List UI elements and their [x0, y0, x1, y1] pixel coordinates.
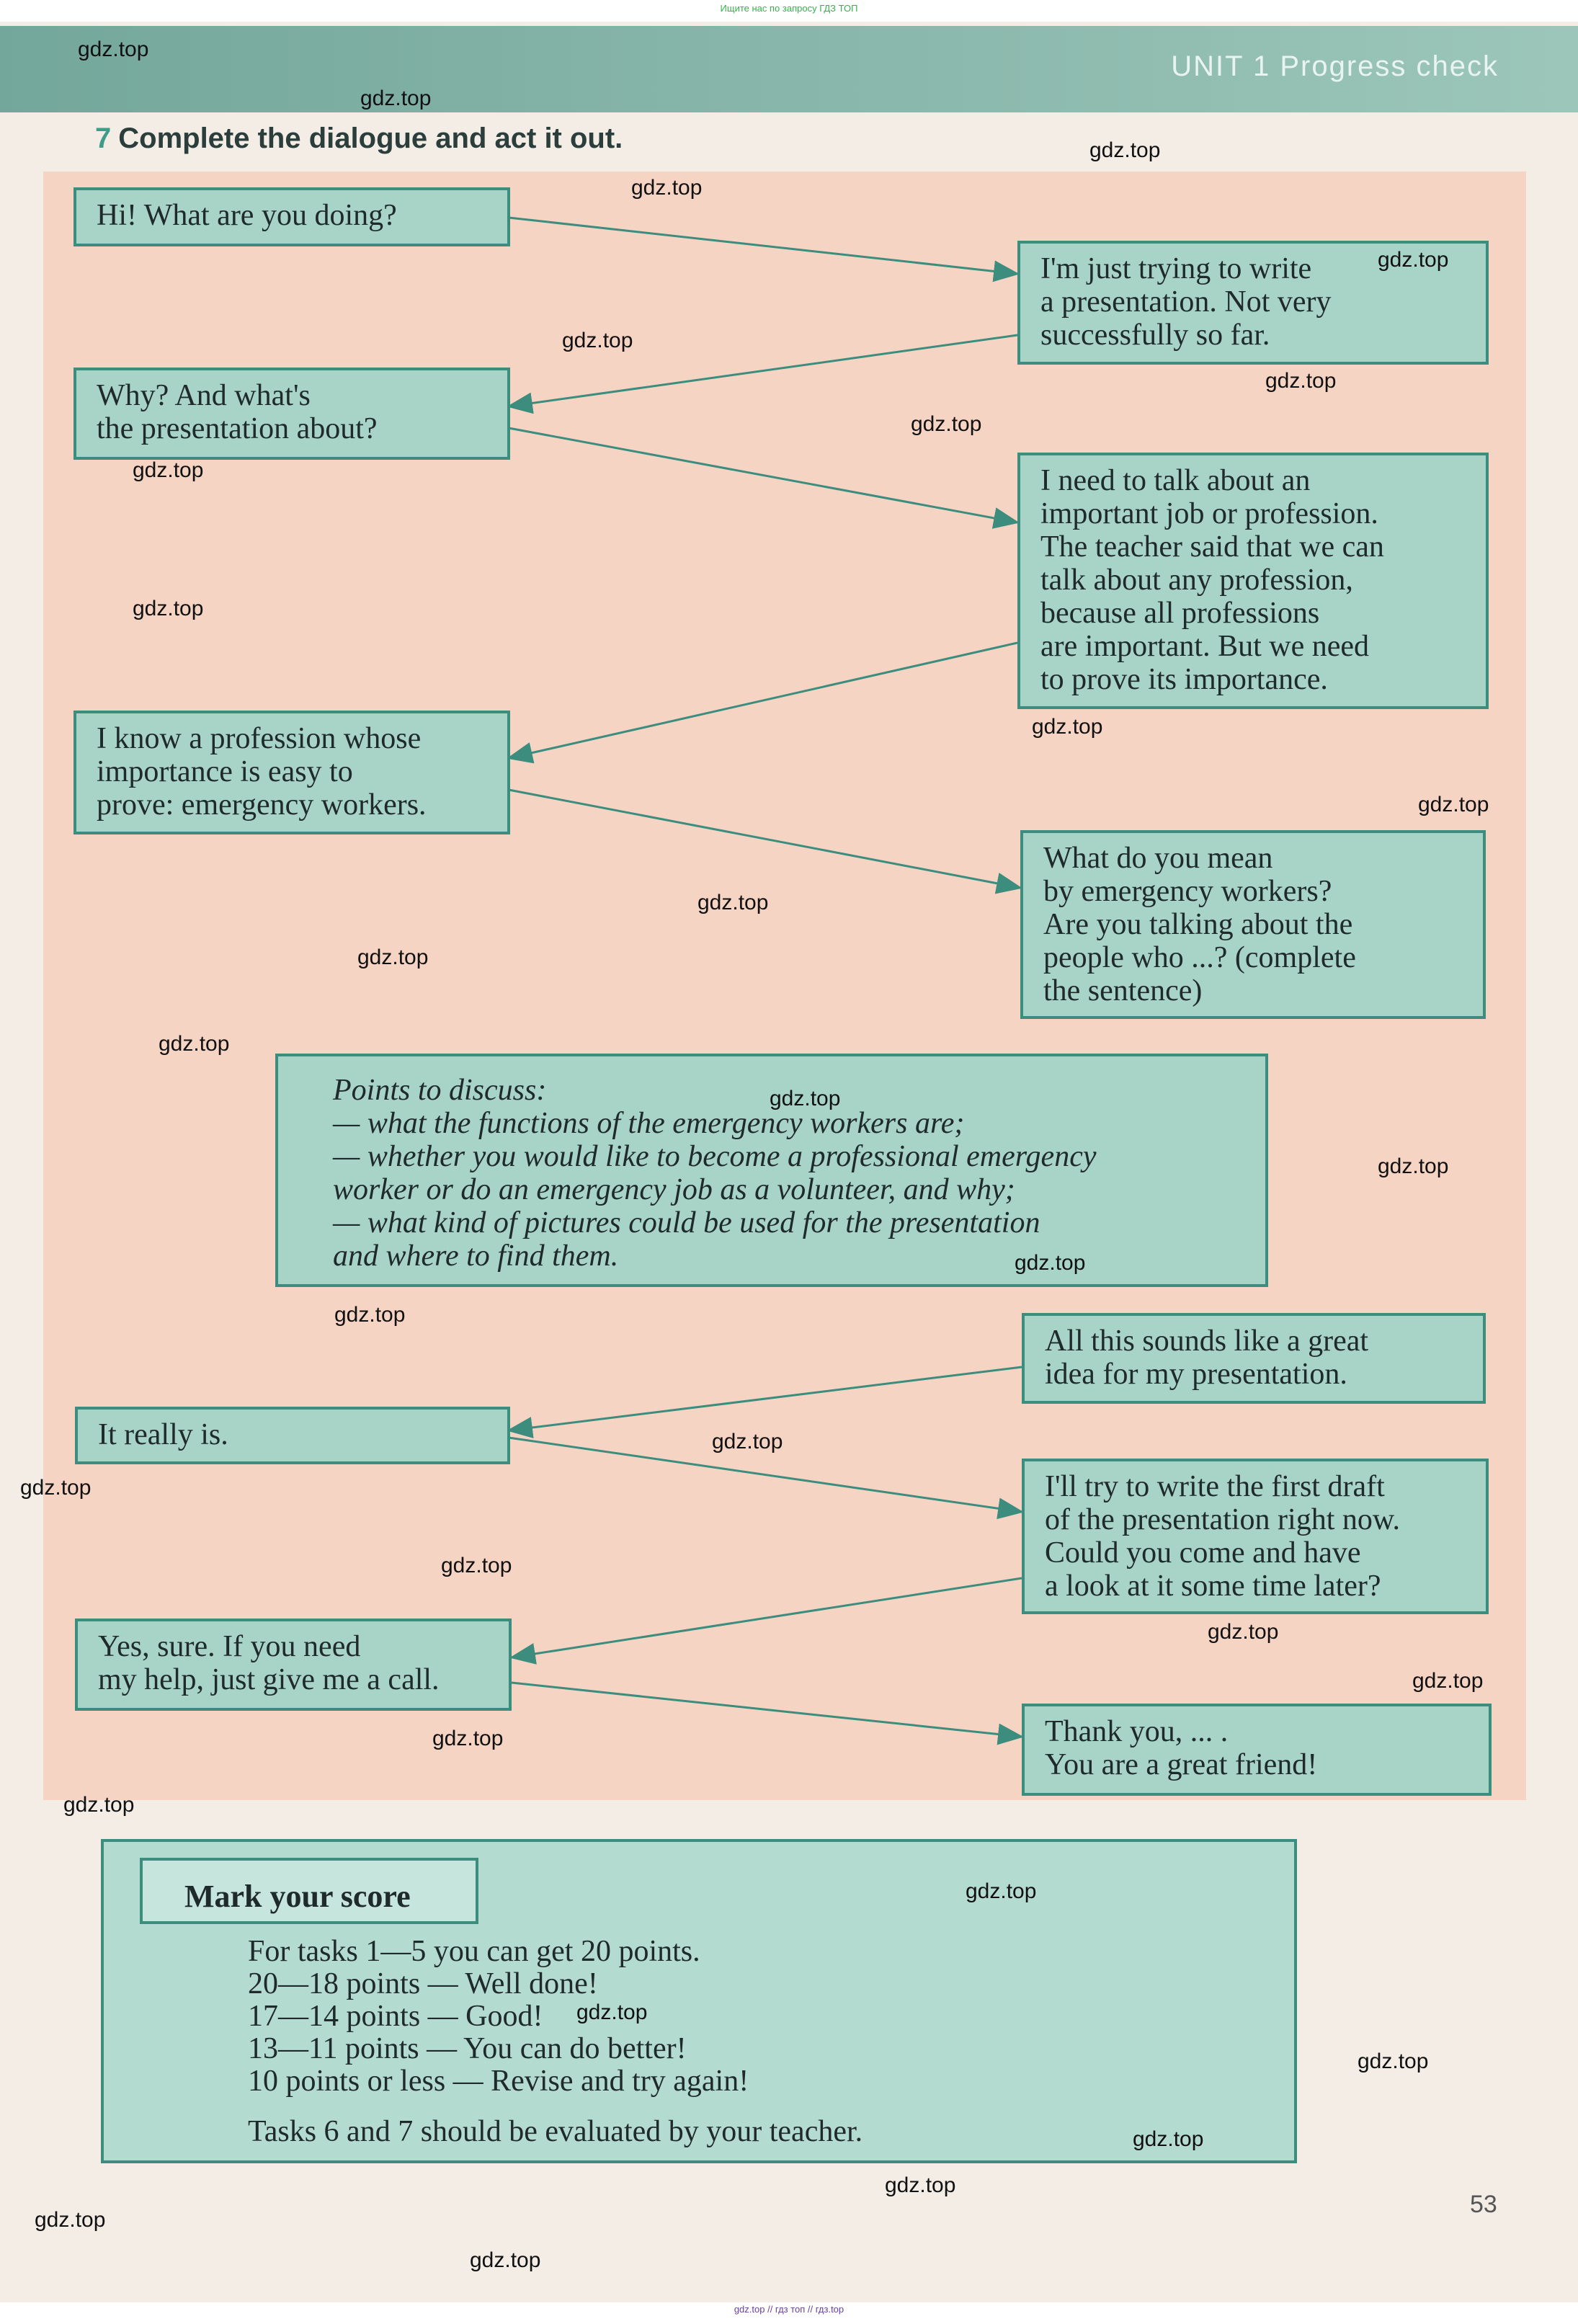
dialogue-line: successfully so far.	[1040, 319, 1270, 352]
dialogue-line: All this sounds like a great	[1045, 1324, 1369, 1358]
dialogue-line: Are you talking about the	[1043, 908, 1353, 941]
watermark: gdz.top	[1378, 1154, 1449, 1178]
unit-title: UNIT 1 Progress check	[1171, 50, 1499, 82]
watermark: gdz.top	[1133, 2127, 1204, 2151]
top-notice: Ищите нас по запросу ГДЗ ТОП	[720, 3, 858, 14]
watermark: gdz.top	[1032, 715, 1103, 739]
watermark: gdz.top	[562, 329, 633, 352]
dialogue-box-draft	[1022, 1459, 1489, 1614]
watermark: gdz.top	[1358, 2049, 1429, 2073]
watermark: gdz.top	[1418, 793, 1489, 816]
score-title: Mark your score	[140, 1858, 478, 1924]
dialogue-box-really	[75, 1407, 510, 1464]
watermark: gdz.top	[133, 597, 204, 620]
task-number: 7	[95, 123, 112, 154]
watermark: gdz.top	[133, 458, 204, 482]
watermark: gdz.top	[770, 1087, 841, 1110]
dialogue-line: importance is easy to	[97, 755, 353, 788]
watermark: gdz.top	[35, 2208, 106, 2232]
task-heading	[95, 123, 623, 155]
watermark: gdz.top	[1208, 1620, 1279, 1644]
dialogue-line: a look at it some time later?	[1045, 1570, 1381, 1603]
points-item: — what the functions of the emergency workers are;	[333, 1107, 965, 1140]
watermark: gdz.top	[1265, 369, 1337, 393]
score-line: For tasks 1—5 you can get 20 points.	[248, 1935, 700, 1968]
watermark: gdz.top	[63, 1793, 135, 1817]
dialogue-line: important job or profession.	[1040, 497, 1378, 530]
watermark: gdz.top	[576, 2000, 648, 2024]
dialogue-line: Hi! What are you doing?	[97, 199, 397, 232]
dialogue-box-yes	[75, 1619, 512, 1711]
dialogue-line: Thank you, ... .	[1045, 1715, 1229, 1748]
points-item: and where to find them.	[333, 1239, 619, 1273]
dialogue-line: I'll try to write the first draft	[1045, 1470, 1385, 1503]
watermark: gdz.top	[360, 86, 432, 110]
watermark: gdz.top	[20, 1476, 92, 1500]
dialogue-line: What do you mean	[1043, 842, 1273, 875]
points-heading: Points to discuss:	[333, 1074, 547, 1107]
dialogue-line: a presentation. Not very	[1040, 285, 1332, 319]
score-box	[101, 1839, 1297, 2163]
dialogue-line: to prove its importance.	[1040, 663, 1328, 696]
dialogue-box-why	[73, 368, 510, 460]
score-lines	[248, 1936, 749, 2098]
score-line: 13—11 points — You can do better!	[248, 2032, 687, 2065]
watermark: gdz.top	[1412, 1669, 1484, 1693]
dialogue-box-need	[1017, 453, 1489, 709]
dialogue-line: I know a profession whose	[97, 722, 422, 755]
score-final-note: Tasks 6 and 7 should be evaluated by your teacher.	[248, 2115, 863, 2148]
dialogue-box-mean	[1020, 830, 1486, 1019]
dialogue-line: the sentence)	[1043, 974, 1203, 1007]
watermark: gdz.top	[159, 1032, 230, 1056]
points-item: — whether you would like to become a professional emergency	[333, 1140, 1097, 1173]
dialogue-box-hi	[73, 187, 510, 246]
dialogue-line: by emergency workers?	[1043, 875, 1332, 908]
watermark: gdz.top	[697, 891, 769, 914]
dialogue-line: Could you come and have	[1045, 1536, 1361, 1570]
watermark: gdz.top	[1015, 1251, 1086, 1275]
dialogue-line: I'm just trying to write	[1040, 252, 1312, 285]
dialogue-line: my help, just give me a call.	[98, 1663, 440, 1696]
watermark: gdz.top	[432, 1727, 504, 1750]
watermark: gdz.top	[885, 2173, 956, 2197]
watermark: gdz.top	[441, 1554, 512, 1577]
score-line: 17—14 points — Good!	[248, 2000, 543, 2033]
dialogue-line: The teacher said that we can	[1040, 530, 1384, 564]
dialogue-line: Yes, sure. If you need	[98, 1630, 361, 1663]
watermark: gdz.top	[78, 37, 149, 61]
watermark: gdz.top	[1378, 248, 1449, 272]
watermark: gdz.top	[966, 1879, 1037, 1903]
dialogue-line: the presentation about?	[97, 412, 378, 445]
task-title: Complete the dialogue and act it out.	[118, 123, 623, 154]
dialogue-line: idea for my presentation.	[1045, 1358, 1347, 1391]
dialogue-line: people who ...? (complete	[1043, 941, 1356, 974]
dialogue-line: I need to talk about an	[1040, 464, 1311, 497]
dialogue-line: talk about any profession,	[1040, 564, 1353, 597]
dialogue-line: because all professions	[1040, 597, 1320, 630]
dialogue-box-sounds	[1022, 1313, 1486, 1404]
watermark: gdz.top	[1089, 138, 1161, 162]
watermark: gdz.top	[357, 945, 429, 969]
watermark: gdz.top	[911, 412, 982, 436]
watermark: gdz.top	[334, 1303, 406, 1327]
dialogue-box-thanks	[1022, 1704, 1492, 1796]
dialogue-line: are important. But we need	[1040, 630, 1370, 663]
points-item: worker or do an emergency job as a volunteer, and why;	[333, 1173, 1015, 1206]
dialogue-line: prove: emergency workers.	[97, 788, 427, 822]
page-number: 53	[1470, 2191, 1497, 2218]
dialogue-box-know	[73, 711, 510, 834]
dialogue-line: of the presentation right now.	[1045, 1503, 1400, 1536]
dialogue-line: You are a great friend!	[1045, 1748, 1318, 1781]
dialogue-line: Why? And what's	[97, 379, 311, 412]
watermark: gdz.top	[470, 2248, 541, 2272]
watermark: gdz.top	[631, 176, 703, 200]
bottom-notice: gdz.top // гдз топ // гдз.top	[734, 2304, 844, 2315]
dialogue-line: It really is.	[98, 1418, 228, 1451]
points-item: — what kind of pictures could be used for the presentation	[333, 1206, 1040, 1239]
score-line: 20—18 points — Well done!	[248, 1967, 598, 2000]
watermark: gdz.top	[712, 1430, 783, 1453]
score-line: 10 points or less — Revise and try again!	[248, 2065, 749, 2098]
